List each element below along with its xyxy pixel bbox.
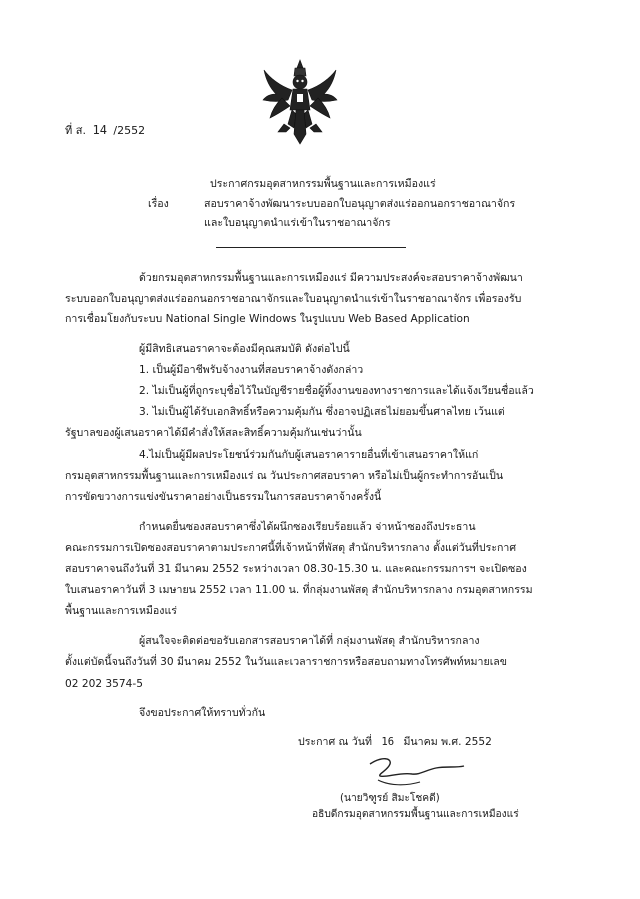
contact-phone: 02 202 3574-5: [65, 678, 143, 690]
schedule-line-2: คณะกรรมการเปิดซองสอบราคาตามประกาศนี้ที่เจ้าหน้าที่พัสดุ สำนักบริหารกลาง ตั้งแต่วันที่ประกาศ: [65, 542, 517, 554]
qualification-1: 1. เป็นผู้มีอาชีพรับจ้างงานที่สอบราคาจ้างดังกล่าว: [139, 364, 364, 376]
contact-line-1: ผู้สนใจจะติดต่อขอรับเอกสารสอบราคาได้ที่ กลุ่มงานพัสดุ สำนักบริหารกลาง: [139, 635, 480, 647]
signatory-position: อธิบดีกรมอุตสาหกรรมพื้นฐานและการเหมืองแร่: [312, 809, 519, 820]
qualification-4-cont-2: การขัดขวางการแข่งขันราคาอย่างเป็นธรรมในการสอบราคาจ้างครั้งนี้: [65, 491, 382, 503]
qualification-2: 2. ไม่เป็นผู้ที่ถูกระบุชื่อไว้ในบัญชีรายชื่อผู้ทิ้งงานของทางราชการและได้แจ้งเวียนชื่อแล้ว: [139, 385, 534, 397]
schedule-line-3: สอบราคาจนถึงวันที่ 31 มีนาคม 2552 ระหว่างเวลา 08.30-15.30 น. และคณะกรรมการฯ จะเปิดซอง: [65, 563, 527, 575]
subject-label: เรื่อง: [148, 198, 169, 210]
date-month-year: มีนาคม พ.ศ. 2552: [403, 736, 492, 748]
title-divider: [216, 247, 406, 248]
announcement-title: ประกาศกรมอุตสาหกรรมพื้นฐานและการเหมืองแร่: [210, 178, 436, 190]
qualification-4-cont-1: กรมอุตสาหกรรมพื้นฐานและการเหมืองแร่ ณ วันประกาศสอบราคา หรือไม่เป็นผู้กระทำการอันเป็น: [65, 470, 504, 482]
garuda-emblem: [262, 58, 338, 146]
schedule-line-4: ใบเสนอราคาวันที่ 3 เมษายน 2552 เวลา 11.00 น. ที่กลุ่มงานพัสดุ สำนักบริหารกลาง กรมอุตสาหกรรม: [65, 584, 533, 596]
qualification-3-cont: รัฐบาลของผู้เสนอราคาได้มีคำสั่งให้สละสิทธิ์ความคุ้มกันเช่นว่านั้น: [65, 427, 362, 439]
intro-line-1: ด้วยกรมอุตสาหกรรมพื้นฐานและการเหมืองแร่ มีความประสงค์จะสอบราคาจ้างพัฒนา: [139, 272, 523, 284]
intro-line-3: การเชื่อมโยงกับระบบ National Single Windows ในรูปแบบ Web Based Application: [65, 313, 470, 325]
reference-prefix: ที่ ส.: [65, 124, 86, 137]
reference-number-handwritten: 14: [92, 123, 107, 137]
date-prefix: ประกาศ ณ วันที่: [298, 736, 372, 748]
qualification-4: 4.ไม่เป็นผู้มีผลประโยชน์ร่วมกันกับผู้เสนอราคารายอื่นที่เข้าเสนอราคาให้แก่: [139, 449, 479, 461]
subject-line-2: และใบอนุญาตนำแร่เข้าในราชอาณาจักร: [204, 217, 391, 229]
reference-number: [65, 121, 145, 139]
date-line: [298, 735, 492, 749]
qualifications-heading: ผู้มีสิทธิเสนอราคาจะต้องมีคุณสมบัติ ดังต่อไปนี้: [139, 343, 350, 355]
qualification-3: 3. ไม่เป็นผู้ได้รับเอกสิทธิ์หรือความคุ้มกัน ซึ่งอาจปฏิเสธไม่ยอมขึ้นศาลไทย เว้นแต่: [139, 406, 505, 418]
schedule-line-5: พื้นฐานและการเหมืองแร่: [65, 605, 177, 617]
subject-line-1: สอบราคาจ้างพัฒนาระบบออกใบอนุญาตส่งแร่ออกนอกราชอาณาจักร: [204, 198, 516, 210]
closing-line: จึงขอประกาศให้ทราบทั่วกัน: [139, 707, 266, 719]
intro-line-2: ระบบออกใบอนุญาตส่งแร่ออกนอกราชอาณาจักรและใบอนุญาตนำแร่เข้าในราชอาณาจักร เพื่อรองรับ: [65, 293, 522, 305]
date-day-handwritten: 16: [381, 736, 395, 748]
schedule-line-1: กำหนดยื่นซองสอบราคาซึ่งได้ผนึกซองเรียบร้อยแล้ว จ่าหน้าซองถึงประธาน: [139, 521, 476, 533]
signatory-name: (นายวิฑูรย์ สิมะโชคดี): [340, 793, 440, 804]
signature-scribble: [360, 752, 470, 792]
reference-suffix: /2552: [113, 124, 146, 137]
contact-line-2: ตั้งแต่บัดนี้จนถึงวันที่ 30 มีนาคม 2552 ในวันและเวลาราชการหรือสอบถามทางโทรศัพท์หมายเลข: [65, 656, 508, 668]
